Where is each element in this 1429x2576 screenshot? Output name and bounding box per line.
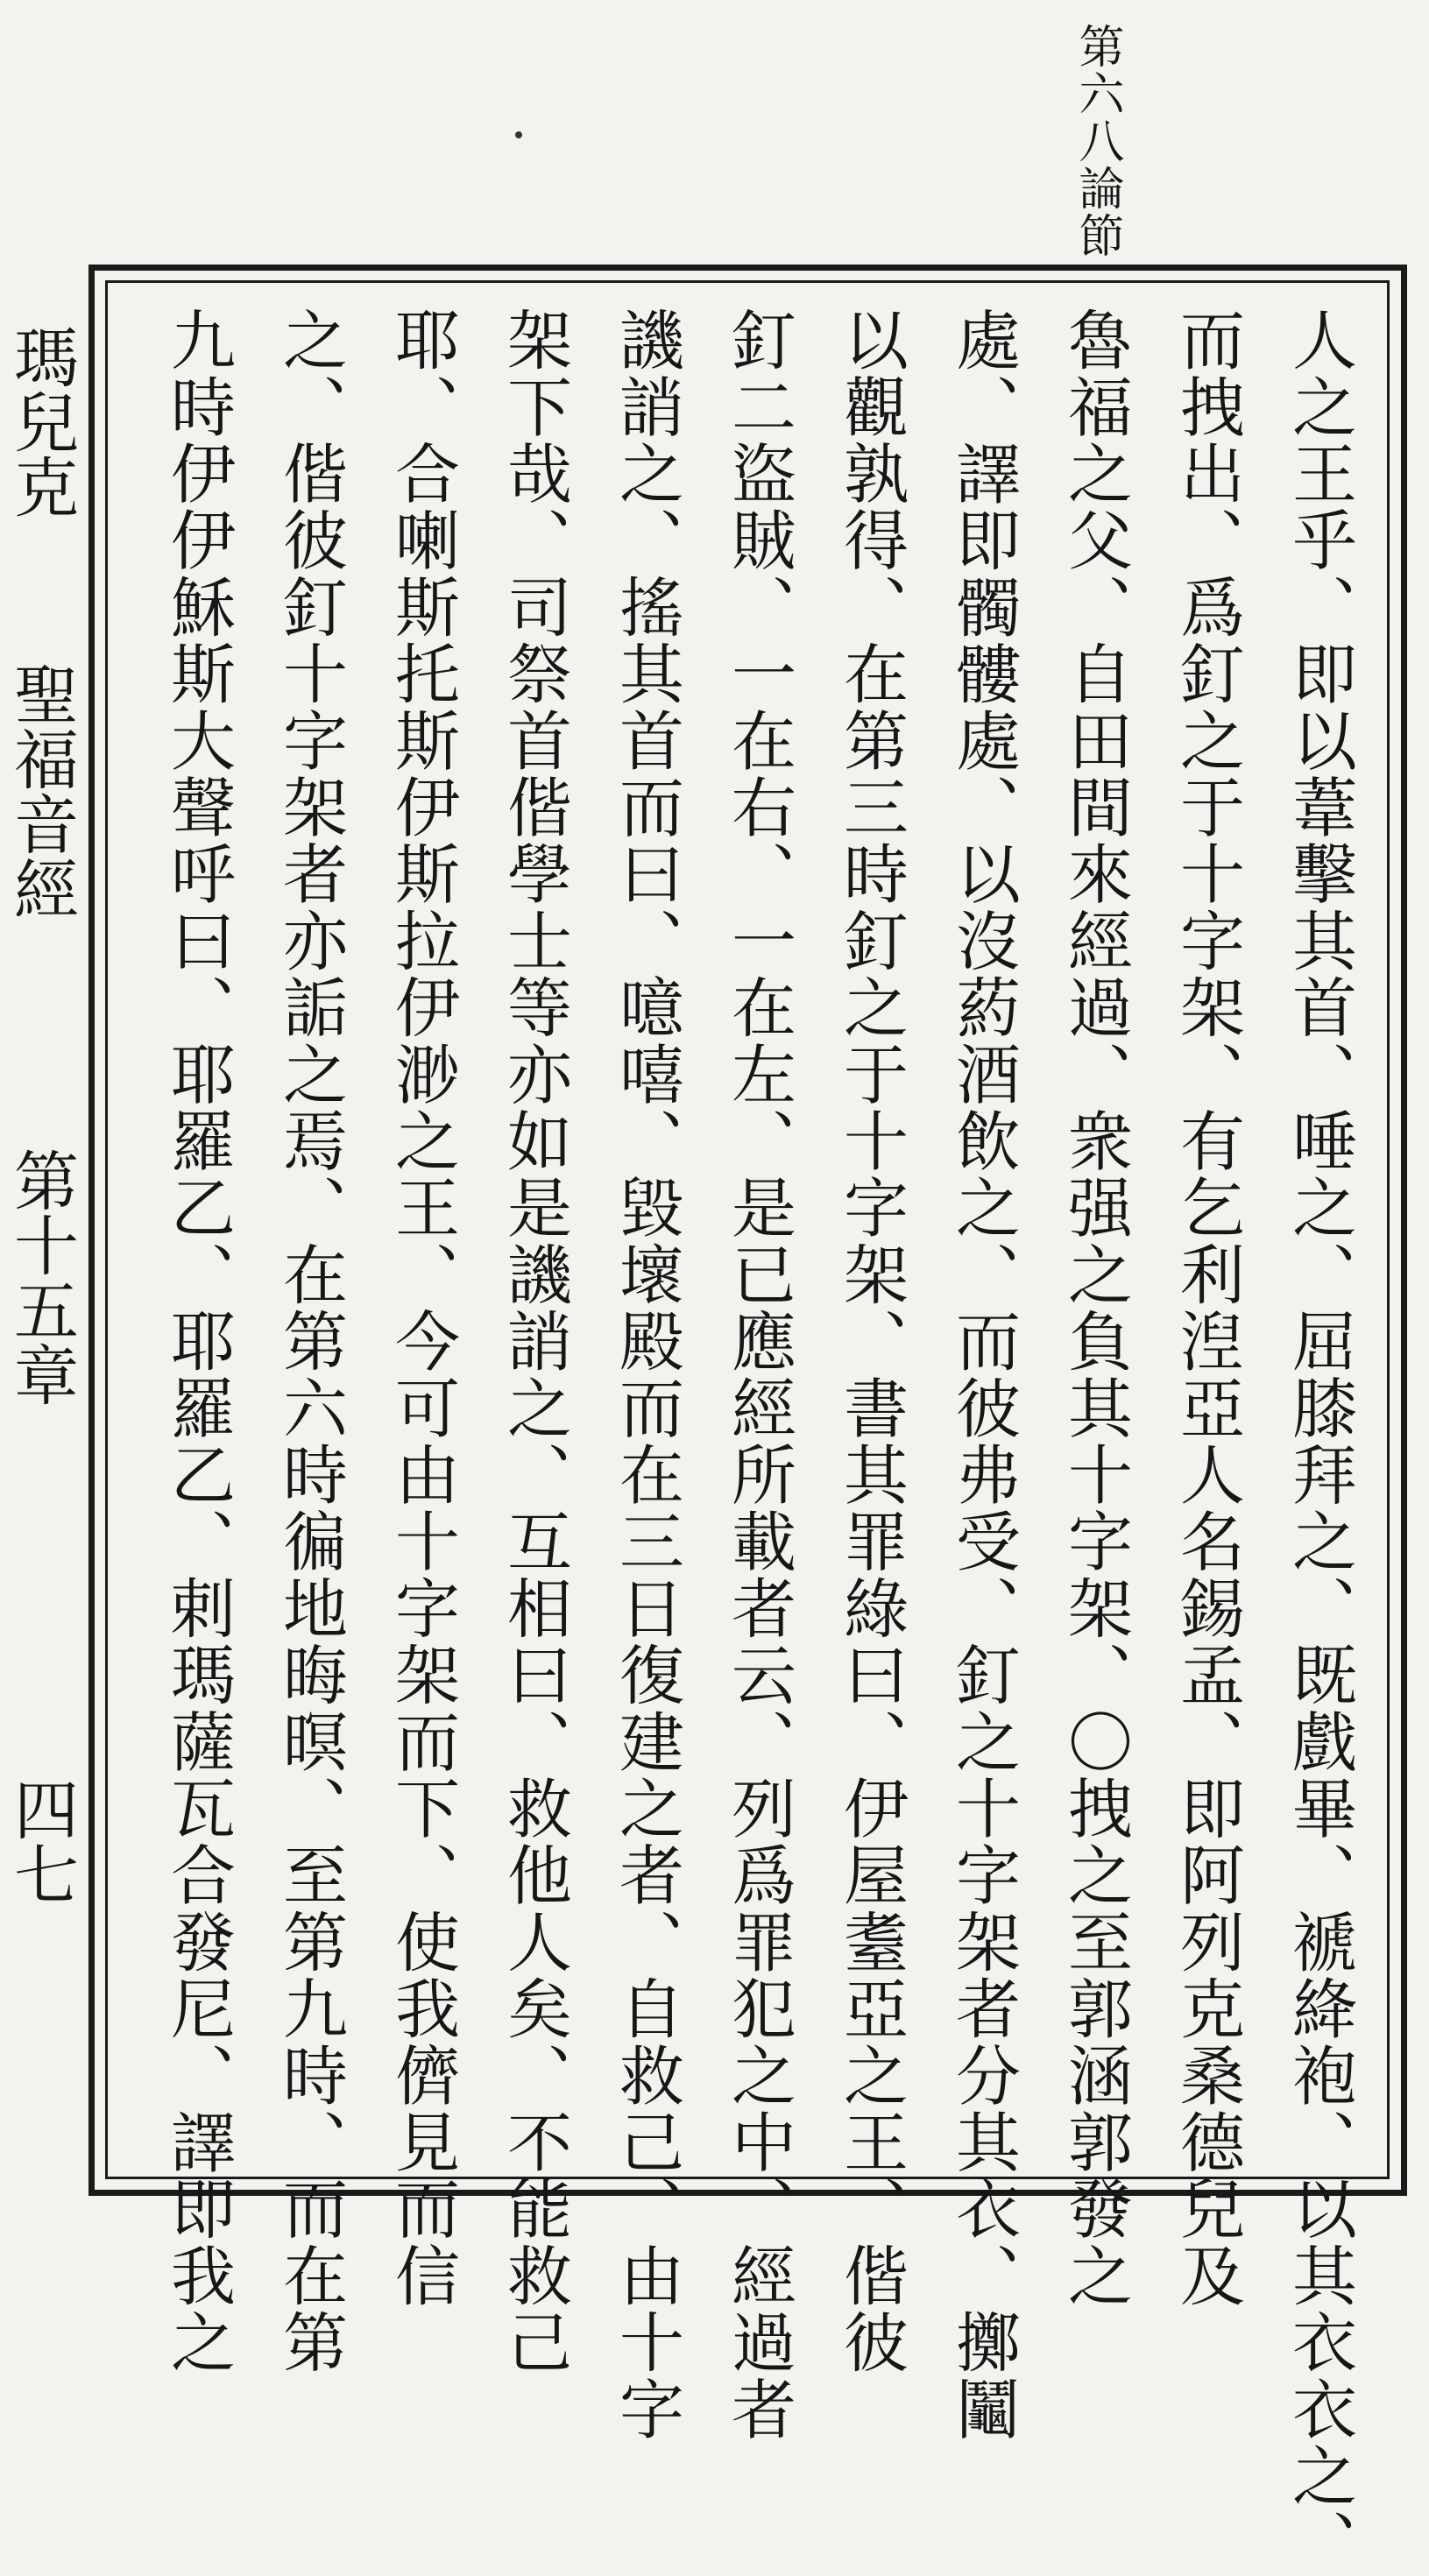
text-column-6: 釘二盜賊、一在右、一在左、是已應經所載者云、列爲罪犯之中、經過者: [721, 307, 796, 2443]
text-column-4: 處、譯即髑髏處、以沒葯酒飲之、而彼弗受、釘之十字架者分其衣、擲鬮: [945, 307, 1021, 2443]
text-column-10: 之、偕彼釘十字架者亦詬之焉、在第六時徧地晦暝、至第九時、而在第: [272, 307, 348, 2376]
text-column-2: 而拽出、爲釘之于十字架、有乞利湼亞人名錫孟、即阿列克桑德兒及: [1170, 307, 1245, 2309]
text-column-11: 九時伊伊穌斯大聲呼曰、耶羅乙、耶羅乙、剌瑪薩瓦合發尼、譯即我之: [160, 307, 236, 2376]
text-column-9: 耶、合喇斯托斯伊斯拉伊渺之王、今可由十字架而下、使我儕見而信: [385, 307, 460, 2309]
margin-book-title: 聖福音經: [4, 661, 79, 921]
text-column-8: 架下哉、司祭首偕學士等亦如是譏誚之、互相曰、救他人矣、不能救己: [497, 307, 572, 2376]
section-header: 第六八論節: [1071, 23, 1123, 259]
margin-chapter: 第十五章: [4, 1147, 79, 1407]
text-column-1: 人之王乎、即以葦擊其首、唾之、屈膝拜之、既戲畢、褫絳袍、以其衣衣之、: [1282, 307, 1357, 2576]
margin-book-name: 瑪兒克: [4, 324, 79, 519]
margin-page-number: 四七: [4, 1776, 79, 1906]
text-column-7: 譏誚之、搖其首而曰、噫嘻、毀壞殿而在三日復建之者、自救己、由十字: [609, 307, 684, 2443]
text-column-5: 以觀孰得、在第三時釘之于十字架、書其罪綠曰、伊屋耋亞之王、偕彼: [833, 307, 909, 2376]
ink-speck: [515, 131, 522, 138]
text-column-3: 魯福之父、自田間來經過、衆强之負其十字架、〇拽之至郭涵郭發之: [1058, 307, 1133, 2309]
